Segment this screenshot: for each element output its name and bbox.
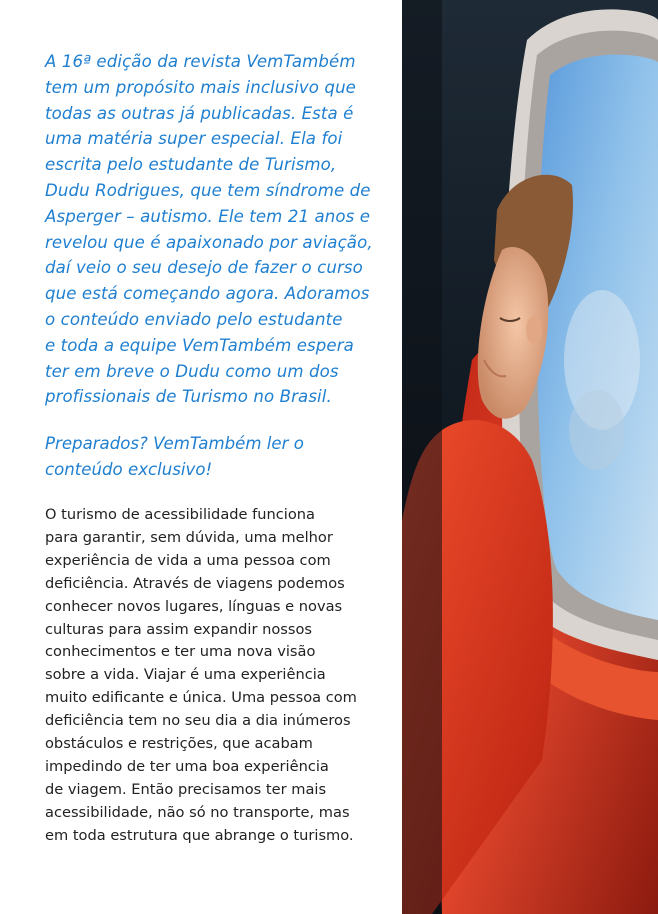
child-at-window-image xyxy=(402,0,658,914)
body-paragraph: O turismo de acessibilidade funciona para garantir, sem dúvida, uma melhor experiência de vida a uma pessoa com deficiência. Através de viagens podemos conhecer novos lugares, línguas e novas culturas para assim expandir nossos conhecimentos e ter uma nova visão sobre a vida. Viajar é uma experiência muito edificante e única. Uma pessoa com deficiência tem no seu dia a dia inúmeros obstáculos e restrições, que acabam impedindo de ter uma boa experiência de viagem. Então precisamos ter mais acessibilidade, não só no transporte, mas em toda estrutura que abrange o turismo. xyxy=(45,506,357,844)
intro-paragraph: A 16ª edição da revista VemTambém tem um propósito mais inclusivo que todas as outras já publicadas. Esta é uma matéria super especial. Ela foi escrita pelo estudante de Turismo, Dudu Rodrigues, que tem síndrome de Asperger – autismo. Ele tem 21 anos e revelou que é apaixonado por aviação, daí veio o seu desejo de fazer o curso que está começando agora. Adoramos o conteúdo enviado pelo estudante e toda a equipe VemTambém espera ter em breve o Dudu como um dos profissionais de Turismo no Brasil. xyxy=(45,52,373,407)
airplane-window-photo xyxy=(402,0,658,914)
call-to-action: Preparados? VemTambém ler o conteúdo exclusivo! xyxy=(45,434,304,479)
